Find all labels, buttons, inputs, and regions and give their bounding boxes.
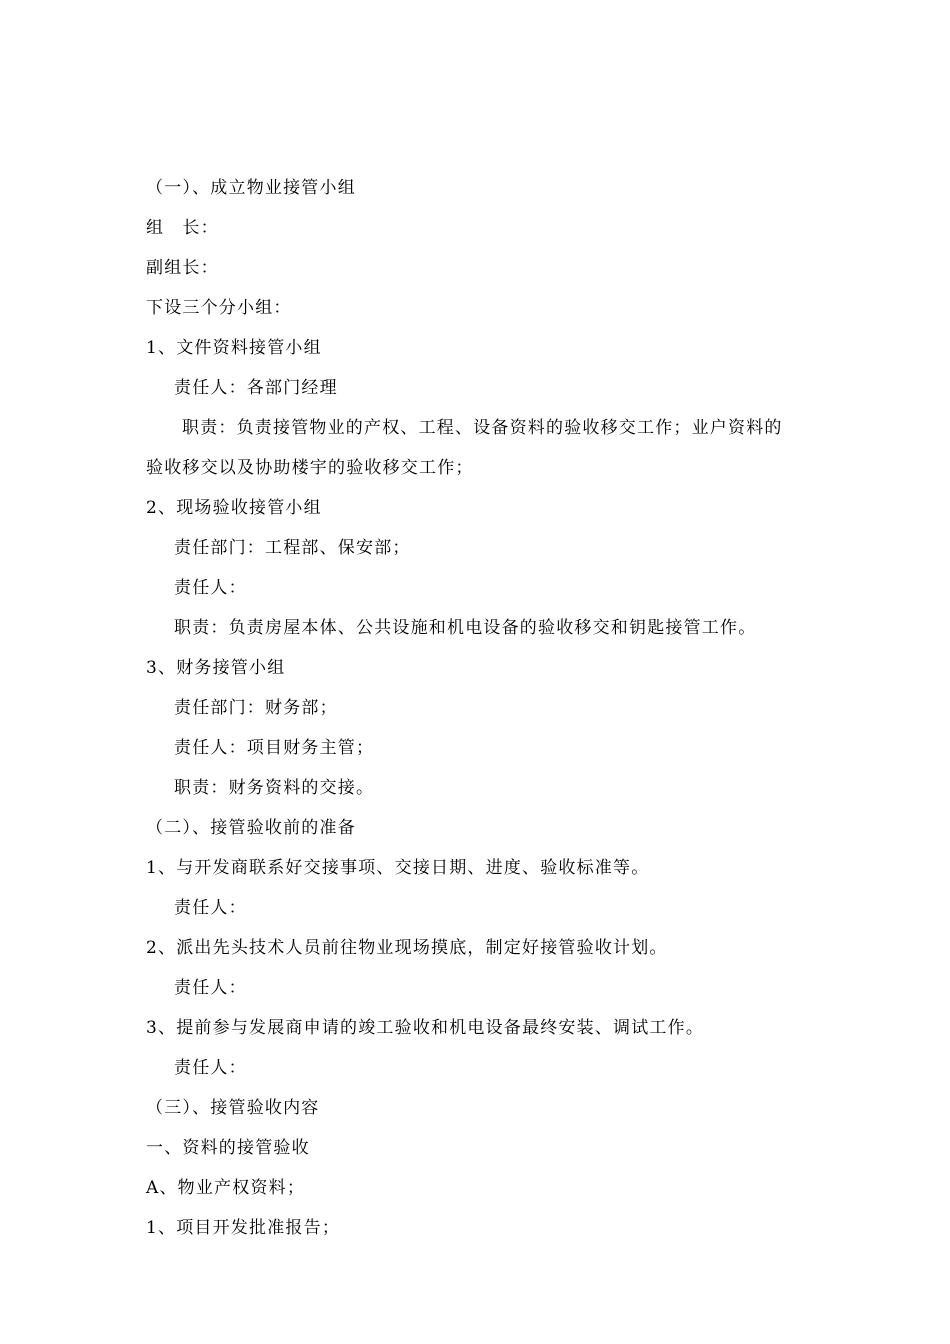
prep-item-1: 1、与开发商联系好交接事项、交接日期、进度、验收标准等。 — [146, 858, 650, 878]
subgroup-3-owner: 责任人：项目财务主管； — [174, 738, 375, 758]
section-heading-2: （二）、接管验收前的准备 — [146, 818, 356, 838]
prep-item-3-owner: 责任人： — [174, 1058, 247, 1078]
prep-item-1-owner: 责任人： — [174, 898, 247, 918]
subgroup-2-duty: 职责：负责房屋本体、公共设施和机电设备的验收移交和钥匙接管工作。 — [174, 618, 757, 638]
subgroup-3-duty: 职责：财务资料的交接。 — [174, 778, 375, 798]
prep-item-2-owner: 责任人： — [174, 978, 247, 998]
subgroup-2-title: 2、现场验收接管小组 — [146, 498, 322, 518]
subgroup-1-owner: 责任人：各部门经理 — [174, 378, 338, 398]
content-item-a-1: 1、项目开发批准报告； — [146, 1218, 341, 1238]
subgroup-3-department: 责任部门：财务部； — [174, 698, 338, 718]
subgroup-2-department: 责任部门：工程部、保安部； — [174, 538, 411, 558]
prep-item-3: 3、提前参与发展商申请的竣工验收和机电设备最终安装、调试工作。 — [146, 1018, 705, 1038]
subgroup-1-title: 1、文件资料接管小组 — [146, 338, 322, 358]
subgroup-1-duty-cont: 验收移交以及协助楼宇的验收移交工作； — [146, 458, 474, 478]
team-leader-line: 组 长： — [146, 218, 219, 238]
section-heading-1: （一）、成立物业接管小组 — [146, 178, 356, 198]
prep-item-2: 2、派出先头技术人员前往物业现场摸底，制定好接管验收计划。 — [146, 938, 668, 958]
subgroup-1-duty: 职责：负责接管物业的产权、工程、设备资料的验收移交工作；业户资料的 — [182, 418, 783, 438]
subgroup-2-owner: 责任人： — [174, 578, 247, 598]
subgroup-3-title: 3、财务接管小组 — [146, 658, 286, 678]
content-item-1: 一、资料的接管验收 — [146, 1138, 310, 1158]
subgroups-intro: 下设三个分小组： — [146, 298, 292, 318]
content-item-a: A、物业产权资料； — [146, 1178, 306, 1198]
section-heading-3: （三）、接管验收内容 — [146, 1098, 320, 1118]
deputy-leader-line: 副组长： — [146, 258, 219, 278]
